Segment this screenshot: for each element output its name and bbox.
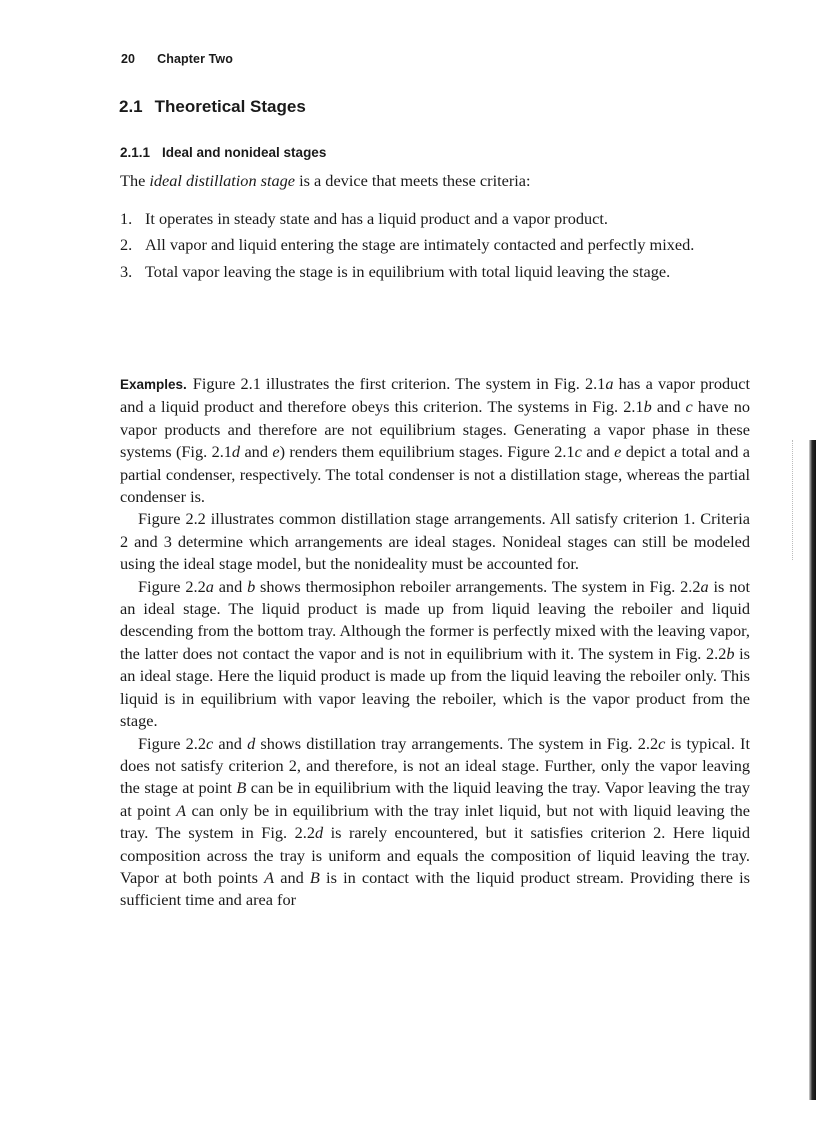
list-item: 2. All vapor and liquid entering the stage are intimately contacted and perfectly mixed.: [120, 235, 695, 255]
page-number: 20: [121, 52, 136, 66]
defined-term: ideal distillation stage: [149, 171, 296, 190]
running-header: [121, 52, 233, 66]
criteria-list: [120, 208, 750, 287]
subsection-title: Ideal and nonideal stages: [162, 145, 327, 160]
examples-paragraph-1: Examples. Figure 2.1 illustrates the first criterion. The system in Fig. 2.1a has a vapor product and a liquid product and therefore obeys this criterion. The systems in Fig. 2.1b and c have no vapor products and therefore are not equilibrium stages. Generating a vapor phase in these systems (Fig. 2.1d and e) renders them equilibrium stages. Figure 2.1c and e depict a total and a partial condenser, respectively. The total condenser is not a distillation stage, whereas the partial condenser is.: [120, 374, 751, 507]
intro-paragraph: The ideal distillation stage is a device that meets these criteria:: [120, 171, 531, 190]
examples-paragraph-4: Figure 2.2c and d shows distillation tray arrangements. The system in Fig. 2.2c is typical. It does not satisfy criterion 2, and therefore, is not an ideal stage. Further, only the vapor leaving the stage at point B can be in equilibrium with the liquid leaving the tray. Vapor leaving the tray at point A can only be in equilibrium with the tray inlet liquid, but not with liquid leaving the tray. The system in Fig. 2.2d is rarely encountered, but it satisfies criterion 2. Here liquid composition across the tray is uniform and equals the composition of liquid leaving the tray. Vapor at both points A and B is in contact with the liquid product stream. Providing there is sufficient time and area for: [120, 733, 751, 910]
scan-edge-dots: [792, 440, 794, 560]
section-number: 2.1: [119, 97, 143, 116]
list-item: 1. It operates in steady state and has a liquid product and a vapor product.: [120, 209, 608, 228]
examples-section: [120, 373, 750, 912]
scan-binding-edge: [809, 440, 816, 1100]
examples-paragraph-3: Figure 2.2a and b shows thermosiphon reboiler arrangements. The system in Fig. 2.2a is not an ideal stage. The liquid product is made up from liquid leaving the reboiler and liquid descending from the bottom tray. Although the former is perfectly mixed with the leaving vapor, the latter does not contact the vapor and is not in equilibrium with it. The system in Fig. 2.2b is an ideal stage. Here the liquid product is made up from the liquid leaving the reboiler only. This liquid is in equilibrium with vapor leaving the reboiler, which is the vapor product from the stage.: [120, 576, 750, 731]
section-heading: [119, 97, 306, 117]
list-item: 3. Total vapor leaving the stage is in equilibrium with total liquid leaving the stage.: [120, 261, 671, 281]
examples-lead: Examples.: [120, 377, 187, 392]
subsection-heading: [120, 145, 326, 160]
examples-paragraph-2: Figure 2.2 illustrates common distillation stage arrangements. All satisfy criterion 1. Criteria 2 and 3 determine which arrangements are ideal stages. Nonideal stages can still be modeled using the ideal stage model, but the nonideality must be accounted for.: [120, 509, 750, 574]
chapter-name: Chapter Two: [157, 52, 233, 66]
subsection-number: 2.1.1: [120, 145, 151, 160]
section-title: Theoretical Stages: [154, 97, 306, 116]
